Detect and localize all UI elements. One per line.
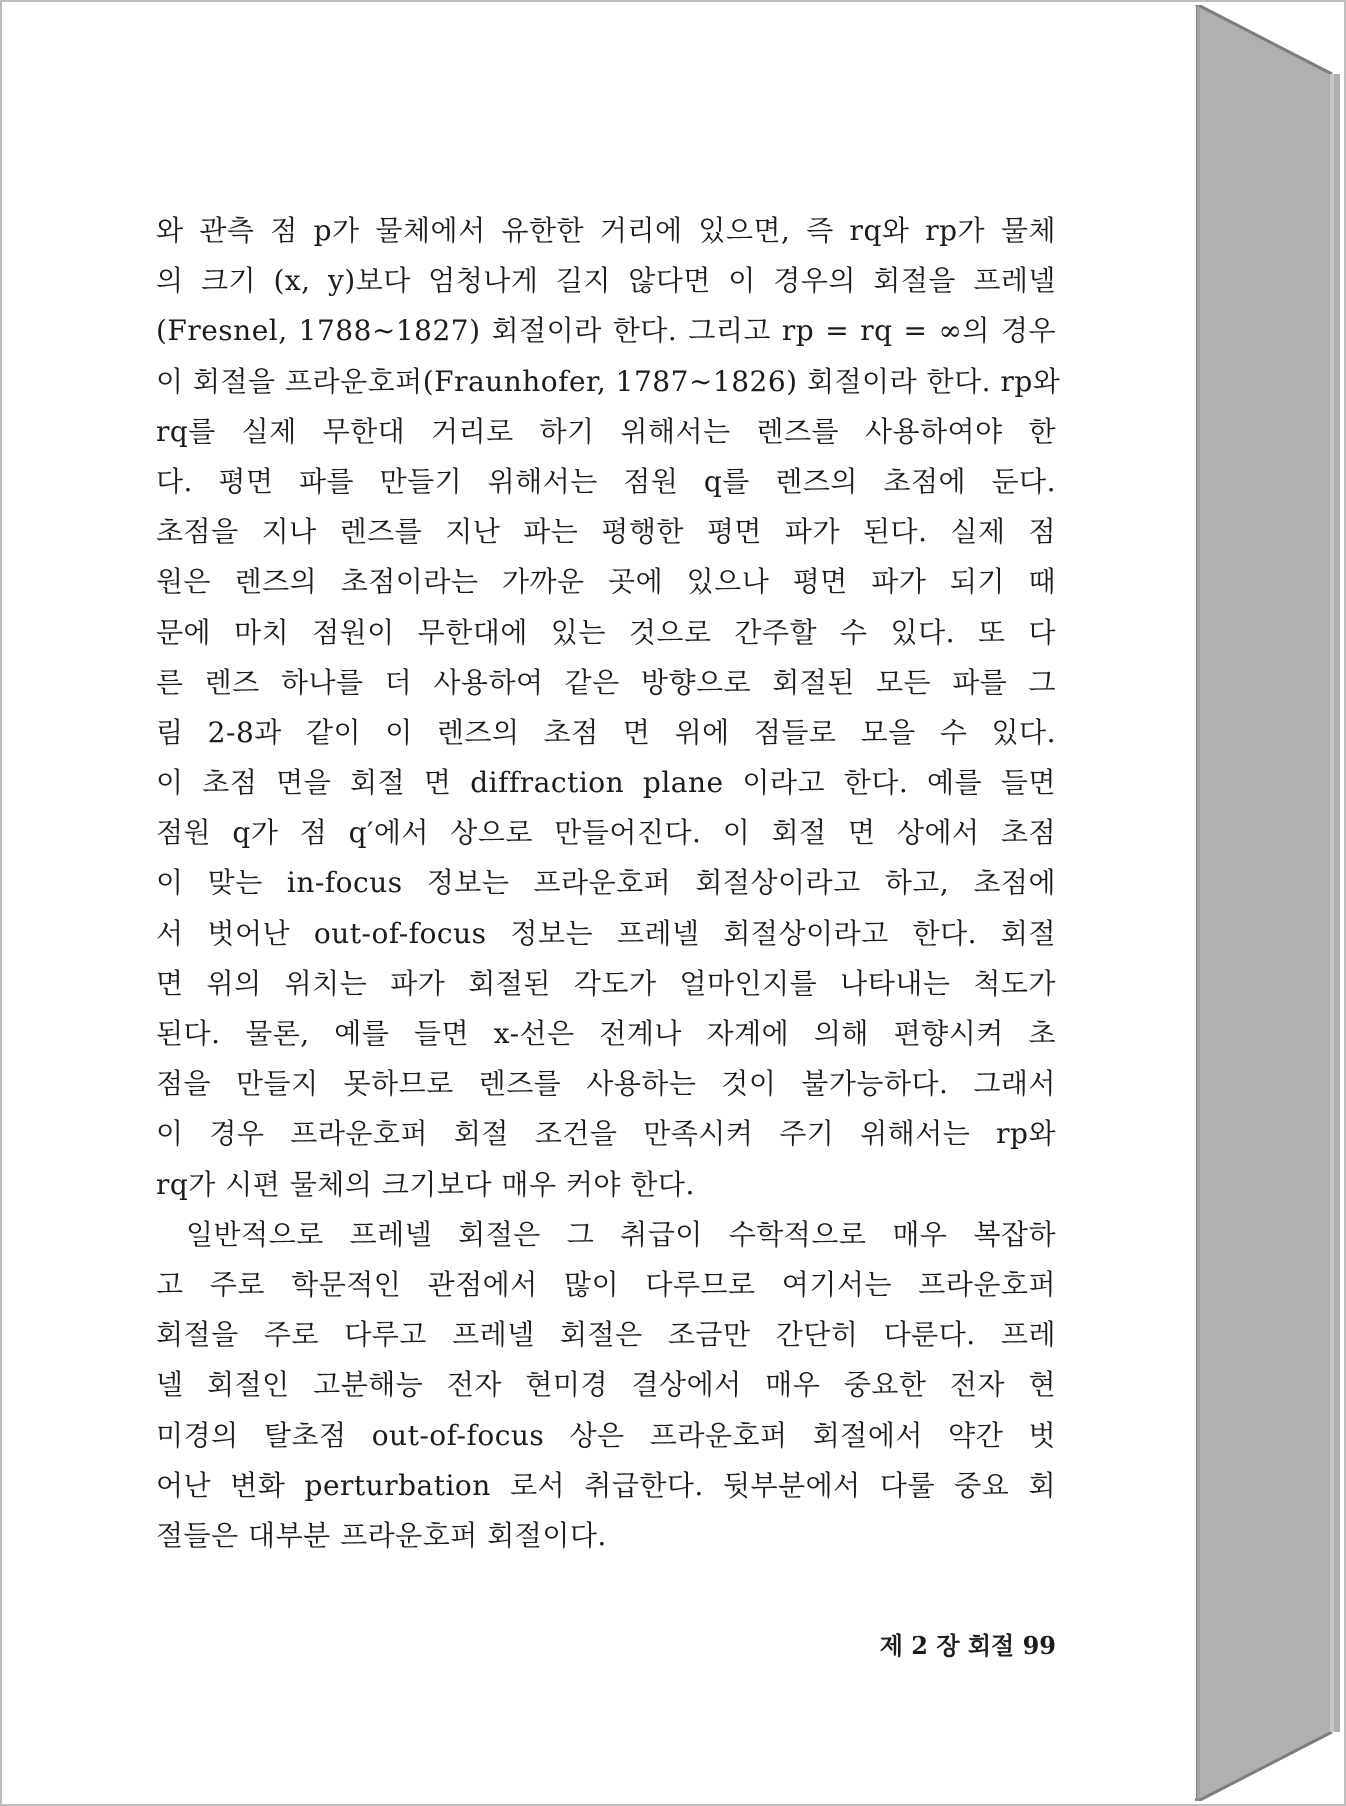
text-line: 다. 평면 파를 만들기 위해서는 점원 q를 렌즈의 초점에 둔다. — [156, 464, 1056, 498]
text-line: 서 벗어난 out-of-focus 정보는 프레넬 회절상이라고 한다. 회절 — [156, 916, 1056, 950]
text-line: rq가 시편 물체의 크기보다 매우 커야 한다. — [156, 1167, 695, 1201]
text-line: (Fresnel, 1788∼1827) 회절이라 한다. 그리고 rp = rq = ∞의 경우 — [156, 314, 1056, 348]
text-line: 문에 마치 점원이 무한대에 있는 것으로 간주할 수 있다. 또 다 — [156, 615, 1056, 649]
text-line: rq를 실제 무한대 거리로 하기 위해서는 렌즈를 사용하여야 한 — [156, 414, 1056, 448]
text-line: 점원 q가 점 q′에서 상으로 만들어진다. 이 회절 면 상에서 초점 — [156, 816, 1056, 850]
text-line: 와 관측 점 p가 물체에서 유한한 거리에 있으면, 즉 rq와 rp가 물체 — [156, 214, 1056, 247]
text-line: 절들은 대부분 프라운호퍼 회절이다. — [156, 1518, 607, 1552]
text-line: 미경의 탈초점 out-of-focus 상은 프라운호퍼 회절에서 약간 벗 — [156, 1418, 1056, 1452]
text-line: 일반적으로 프레넬 회절은 그 취급이 수학적으로 매우 복잡하 — [186, 1217, 1056, 1251]
paragraph-2 — [156, 1210, 1056, 1561]
text-line: 고 주로 학문적인 관점에서 많이 다루므로 여기서는 프라운호퍼 — [156, 1267, 1056, 1301]
text-line: 초점을 지나 렌즈를 지난 파는 평행한 평면 파가 된다. 실제 점 — [156, 515, 1056, 549]
text-line: 림 2-8과 같이 이 렌즈의 초점 면 위에 점들로 모을 수 있다. — [156, 715, 1056, 749]
text-line: 된다. 물론, 예를 들면 x-선은 전계나 자계에 의해 편향시켜 초 — [156, 1017, 1056, 1050]
text-line: 넬 회절인 고분해능 전자 현미경 결상에서 매우 중요한 전자 현 — [156, 1368, 1056, 1402]
text-line: 면 위의 위치는 파가 회절된 각도가 얼마인지를 나타내는 척도가 — [156, 966, 1056, 1000]
body-text — [156, 206, 1061, 1561]
text-line: 이 회절을 프라운호퍼(Fraunhofer, 1787∼1826) 회절이라 한다. rp와 — [156, 364, 1061, 398]
text-line: 이 경우 프라운호퍼 회절 조건을 만족시켜 주기 위해서는 rp와 — [156, 1117, 1056, 1151]
text-line: 어난 변화 perturbation 로서 취급한다. 뒷부분에서 다룰 중요 회 — [156, 1468, 1056, 1502]
text-line: 른 렌즈 하나를 더 사용하여 같은 방향으로 회절된 모든 파를 그 — [156, 665, 1056, 699]
paragraph-1 — [156, 206, 1061, 1210]
text-line: 원은 렌즈의 초점이라는 가까운 곳에 있으나 평면 파가 되기 때 — [156, 565, 1056, 599]
text-line: 회절을 주로 다루고 프레넬 회절은 조금만 간단히 다룬다. 프레 — [156, 1318, 1056, 1352]
page-footer: 제 2 장 회절 99 — [879, 1631, 1056, 1660]
text-line: 점을 만들지 못하므로 렌즈를 사용하는 것이 불가능하다. 그래서 — [156, 1067, 1056, 1101]
book-page — [6, 6, 1196, 1798]
text-line: 이 초점 면을 회절 면 diffraction plane 이라고 한다. 예를 들면 — [156, 766, 1056, 800]
text-line: 이 맞는 in-focus 정보는 프라운호퍼 회절상이라고 하고, 초점에 — [156, 866, 1056, 900]
text-line: 의 크기 (x, y)보다 엄청나게 길지 않다면 이 경우의 회절을 프레넬 — [156, 264, 1056, 298]
